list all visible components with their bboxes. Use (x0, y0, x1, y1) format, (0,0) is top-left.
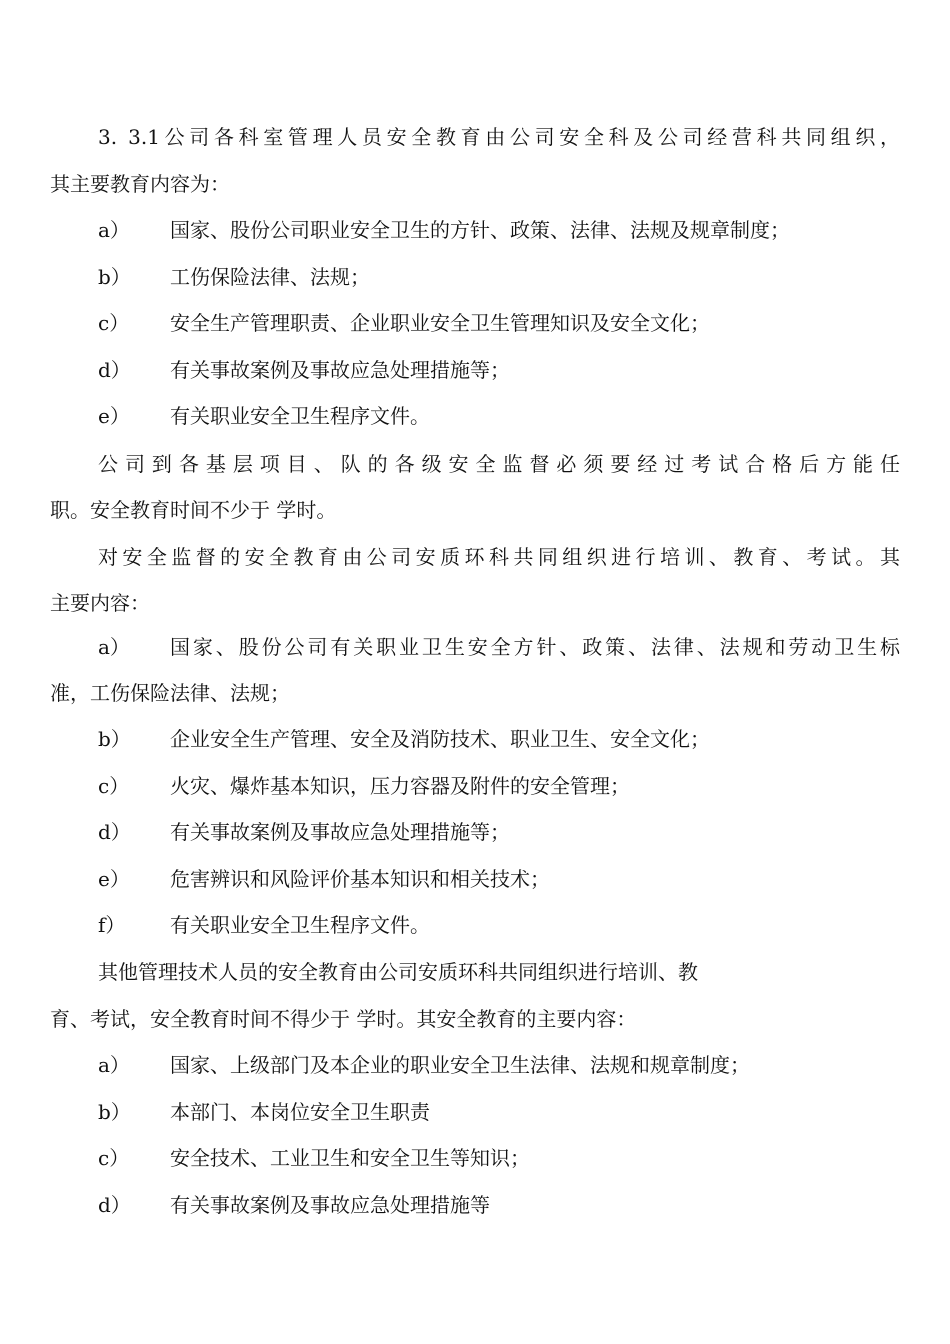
list-item-text: 有关职业安全卫生程序文件。 (170, 913, 430, 937)
list-marker: f） (98, 913, 126, 937)
list-item-text: 有关事故案例及事故应急处理措施等； (170, 358, 510, 382)
list-marker: b） (98, 265, 131, 289)
list-marker: d） (98, 820, 131, 844)
paragraph-1-line-2: 其主要教育内容为： (50, 172, 230, 196)
list-item-text: 安全技术、工业卫生和安全卫生等知识； (170, 1146, 530, 1170)
list-marker: d） (98, 358, 131, 382)
list-item-text: 国家、股份公司职业安全卫生的方针、政策、法律、法规及规章制度； (170, 218, 790, 242)
list-marker: e） (98, 867, 130, 891)
list-item-text: 本部门、本岗位安全卫生职责 (170, 1100, 430, 1124)
list-marker: a） (98, 1053, 130, 1077)
list-marker: b） (98, 727, 131, 751)
list-item-text: 企业安全生产管理、安全及消防技术、职业卫生、安全文化； (170, 727, 710, 751)
list-marker: c） (98, 311, 130, 335)
paragraph-4-line-2: 育、考试，安全教育时间不得少于 学时。其安全教育的主要内容： (50, 1007, 637, 1031)
paragraph-2-line-2: 职。安全教育时间不少于 学时。 (50, 498, 337, 522)
list-item-text: 有关事故案例及事故应急处理措施等 (170, 1193, 490, 1217)
list-marker: d） (98, 1193, 131, 1217)
paragraph-1-line-1: 3. 3.1公司各科室管理人员安全教育由公司安全科及公司经营科共同组织， (98, 125, 900, 149)
list-item-text: 工伤保险法律、法规； (170, 265, 370, 289)
list-marker: b） (98, 1100, 131, 1124)
list-item-text: 有关事故案例及事故应急处理措施等； (170, 820, 510, 844)
list-item-text: 火灾、爆炸基本知识，压力容器及附件的安全管理； (170, 774, 630, 798)
list2-item-a-continuation: 准，工伤保险法律、法规； (50, 681, 290, 705)
list-item-text: 国家、股份公司有关职业卫生安全方针、政策、法律、法规和劳动卫生标 (170, 635, 900, 659)
list-item-text: 国家、上级部门及本企业的职业安全卫生法律、法规和规章制度； (170, 1053, 750, 1077)
list-item-text: 安全生产管理职责、企业职业安全卫生管理知识及安全文化； (170, 311, 710, 335)
paragraph-3-line-1: 对安全监督的安全教育由公司安质环科共同组织进行培训、教育、考试。其 (98, 545, 900, 569)
paragraph-4-line-1: 其他管理技术人员的安全教育由公司安质环科共同组织进行培训、教 (98, 960, 698, 984)
paragraph-2-line-1: 公司到各基层项目、队的各级安全监督必须要经过考试合格后方能任 (98, 452, 900, 476)
list-marker: a） (98, 218, 130, 242)
list-marker: c） (98, 1146, 130, 1170)
list-item-text: 危害辨识和风险评价基本知识和相关技术； (170, 867, 550, 891)
list-marker: c） (98, 774, 130, 798)
list-item-text: 有关职业安全卫生程序文件。 (170, 404, 430, 428)
list-marker: e） (98, 404, 130, 428)
paragraph-3-line-2: 主要内容： (50, 591, 150, 615)
list-marker: a） (98, 635, 130, 659)
